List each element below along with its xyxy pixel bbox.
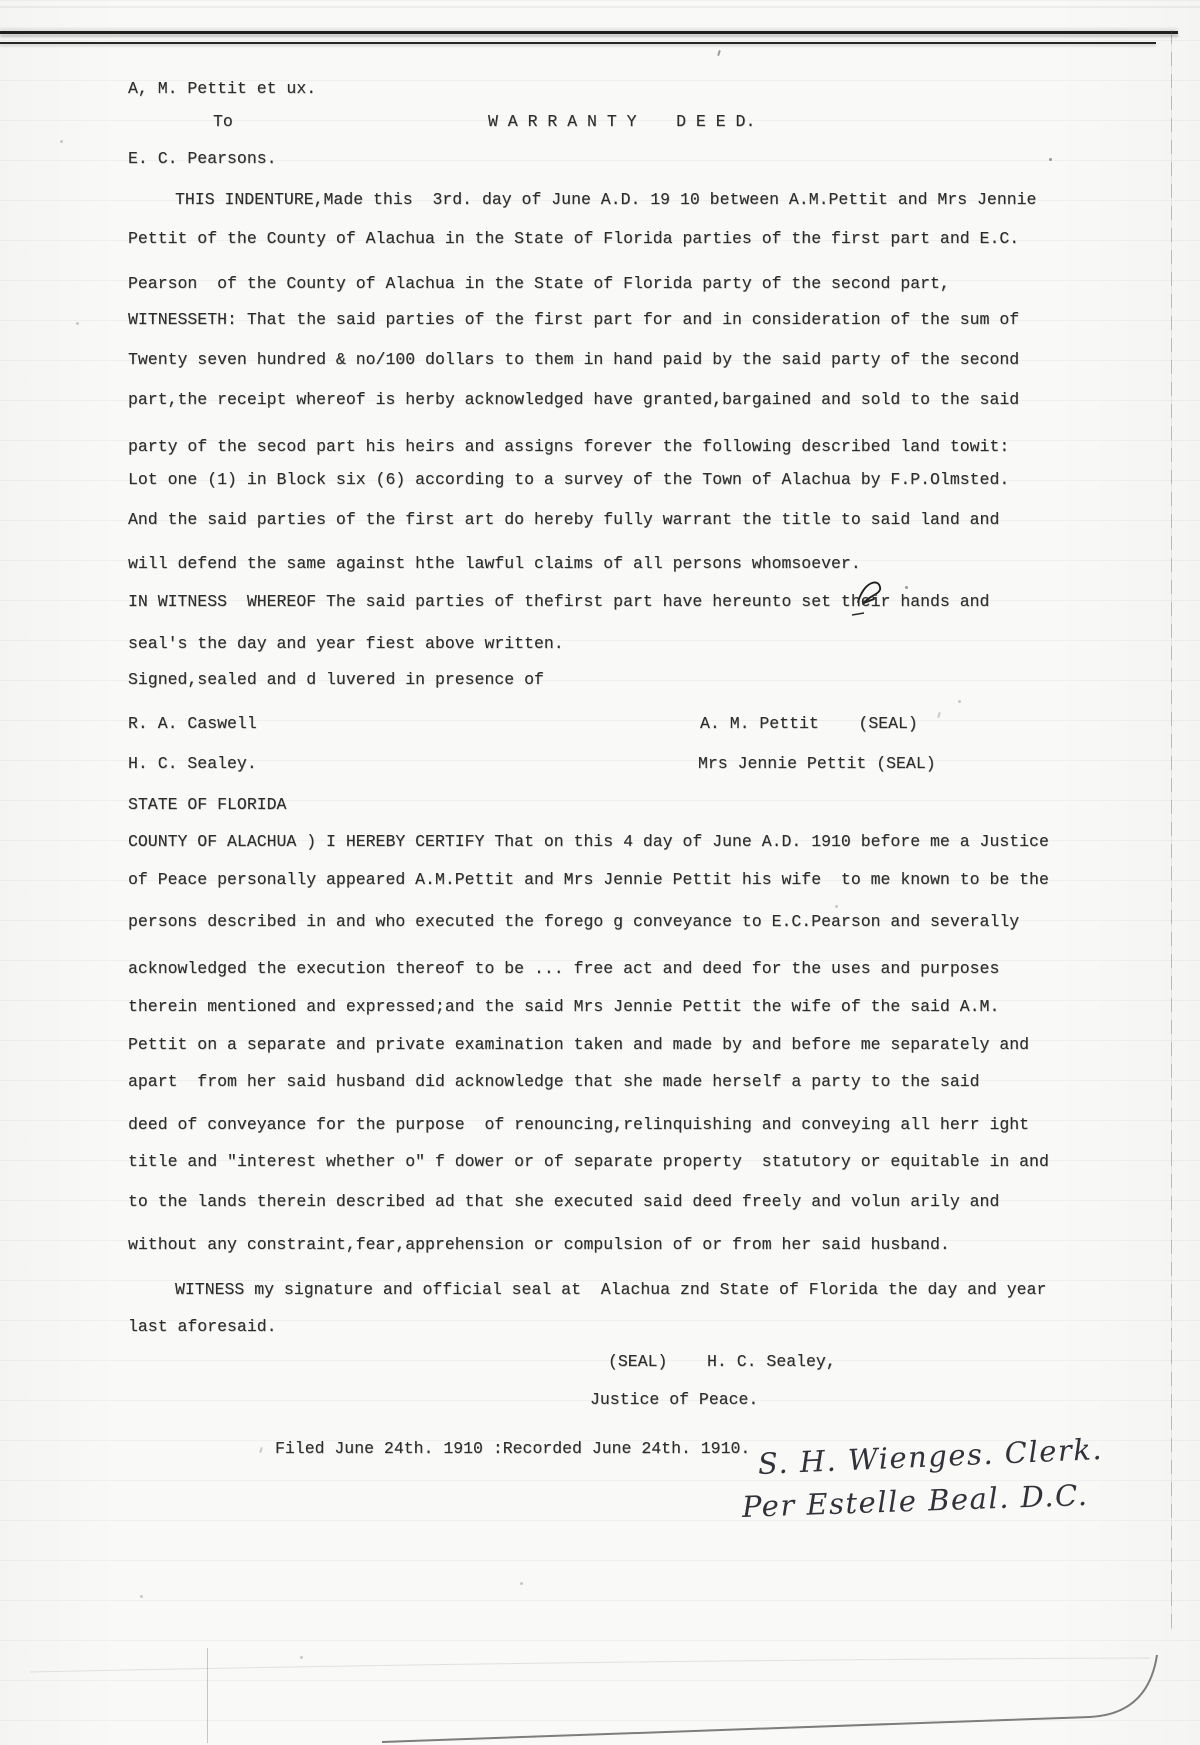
deed-body-line: Pearson of the County of Alachua in the State of Florida party of the second part, [128,274,950,293]
deed-body-line: IN WITNESS WHEREOF The said parties of thefirst part have hereunto set their hands and [128,592,990,611]
deed-body-line: part,the receipt whereof is herby acknowledged have granted,bargained and sold to the said [128,390,1020,409]
scan-speck [1049,158,1052,161]
deed-body-line: Pettit of the County of Alachua in the State of Florida parties of the first part and E.C. [128,229,1020,248]
scan-speck [76,322,79,325]
top-rule-line [0,31,1178,34]
notary-title-line: Justice of Peace. [590,1390,759,1409]
certification-line: of Peace personally appeared A.M.Pettit and Mrs Jennie Pettit his wife to me known to be the [128,870,1049,889]
deed-body-line: THIS INDENTURE,Made this 3rd. day of June A.D. 19 10 between A.M.Pettit and Mrs Jennie [175,190,1037,209]
top-rule-line-2 [0,42,1156,44]
filing-line: Filed June 24th. 1910 :Recorded June 24th. 1910. [275,1439,751,1458]
certification-line: acknowledged the execution thereof to be ... free act and deed for the uses and purposes [128,959,1000,978]
notary-seal-line: (SEAL) H. C. Sealey, [608,1352,836,1371]
deed-body-line: And the said parties of the first art do hereby fully warrant the title to said land and [128,510,1000,529]
grantee-name: E. C. Pearsons. [128,149,277,168]
scan-speck [905,586,908,589]
witness-clause-line: WITNESS my signature and official seal at Alachua znd State of Florida the day and year [175,1280,1047,1299]
scan-speck [140,1595,143,1598]
scan-speck [300,1656,303,1659]
certification-line: therein mentioned and expressed;and the said Mrs Jennie Pettit the wife of the said A.M. [128,997,1000,1016]
witness-clause-line: last aforesaid. [128,1317,277,1336]
grantor-name: A, M. Pettit et ux. [128,79,317,98]
grantor-wife-seal-signature: Mrs Jennie Pettit (SEAL) [698,754,936,773]
scan-speck [937,712,941,718]
certification-line: persons described in and who executed the forego g conveyance to E.C.Pearson and severally [128,912,1020,931]
state-heading: STATE OF FLORIDA [128,795,287,814]
legal-description-line: Lot one (1) in Block six (6) according to a survey of the Town of Alachua by F.P.Olmsted. [128,470,1010,489]
witness-signature-1: R. A. Caswell [128,714,257,733]
clerk-signature: S. H. Wienges. Clerk. [757,1431,1104,1481]
grantor-seal-signature: A. M. Pettit (SEAL) [700,714,918,733]
certification-line: deed of conveyance for the purpose of renouncing,relinquishing and conveying all herr ight [128,1115,1030,1134]
deed-body-line: WITNESSETH: That the said parties of the first part for and in consideration of the sum of [128,310,1020,329]
deed-body-line: Twenty seven hundred & no/100 dollars to them in hand paid by the said party of the second [128,350,1020,369]
scan-speck [835,905,838,908]
certification-line: without any constraint,fear,apprehension or compulsion of or from her said husband. [128,1235,950,1254]
deed-body-line: Signed,sealed and d luvered in presence of [128,670,544,689]
left-margin-line [207,1648,208,1743]
deed-title: W A R R A N T Y D E E D. [488,112,756,131]
deputy-clerk-signature: Per Estelle Beal. D.C. [741,1477,1089,1524]
witness-signature-2: H. C. Sealey. [128,754,257,773]
scan-streak [0,6,1200,8]
certification-line: apart from her said husband did acknowledge that she made herself a party to the said [128,1072,980,1091]
to-label: To [213,112,233,131]
certification-line: to the lands therein described ad that she executed said deed freely and volun arily and [128,1192,1000,1211]
right-margin-line [1171,30,1172,1630]
deed-body-line: party of the secod part his heirs and assigns forever the following described land towit: [128,437,1010,456]
deed-body-line: will defend the same against hthe lawful claims of all persons whomsoever. [128,554,861,573]
certification-line: COUNTY OF ALACHUA ) I HEREBY CERTIFY That on this 4 day of June A.D. 1910 before me a Justice [128,832,1049,851]
certification-line: Pettit on a separate and private examination taken and made by and before me separately and [128,1035,1030,1054]
scan-speck [958,700,961,703]
scan-speck [520,1582,523,1585]
scan-speck [717,50,721,56]
scan-speck [60,140,63,143]
deed-body-line: seal's the day and year fiest above written. [128,634,564,653]
scan-speck [259,1447,263,1453]
certification-line: title and "interest whether o" f dower or of separate property statutory or equitable in and [128,1152,1049,1171]
